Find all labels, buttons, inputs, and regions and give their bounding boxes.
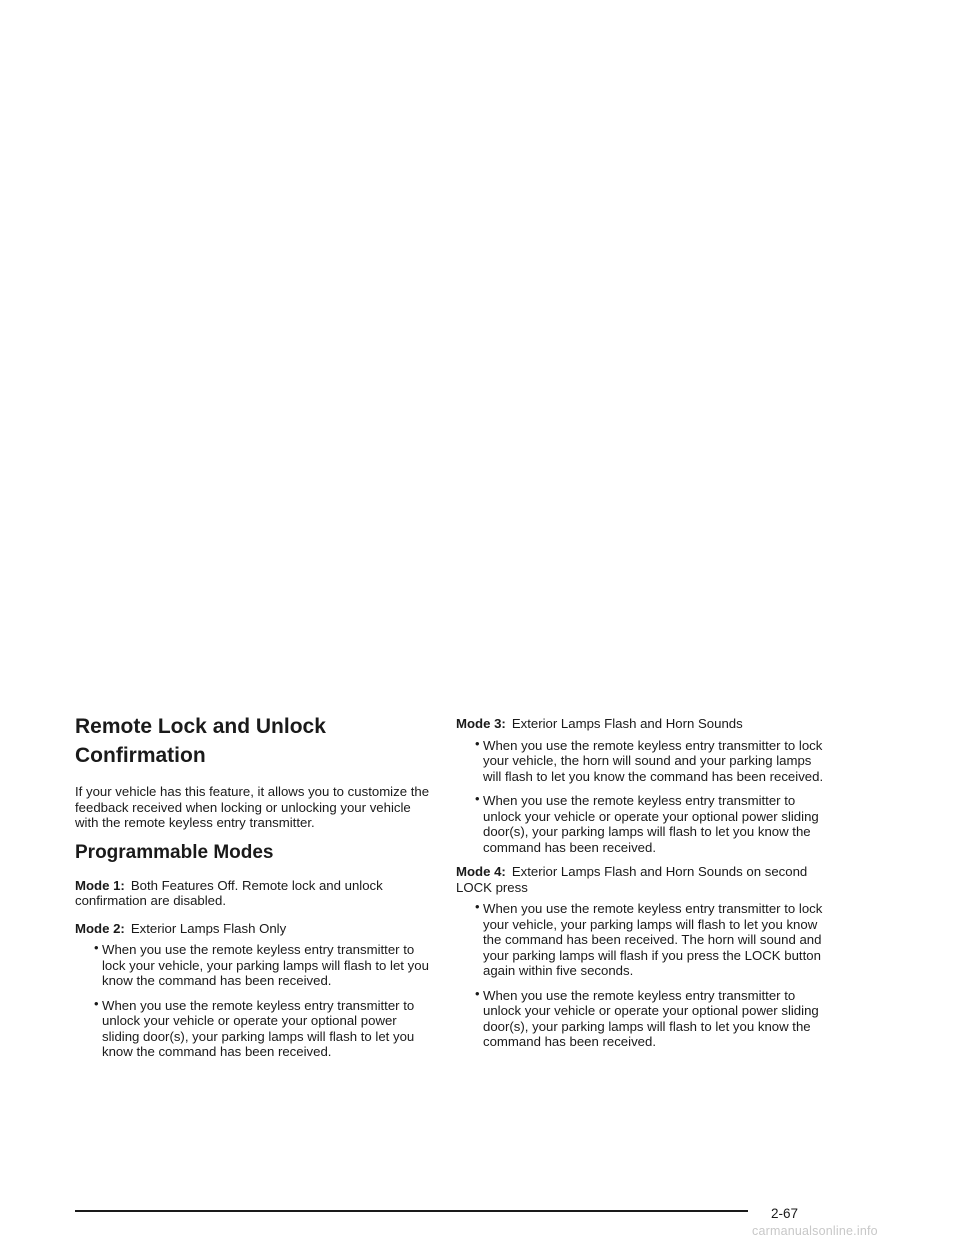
list-item (75, 995, 435, 1060)
mode-1-label: Mode 1: (75, 877, 125, 893)
list-item-text: When you use the remote keyless entry transmitter to unlock your vehicle or operate your optional power sliding door(s), your parking lamps will flash to let you know the command has been received. (483, 987, 819, 1049)
mode-4 (456, 864, 828, 895)
mode-2-bullet-list (75, 942, 435, 1060)
mode-3-text: Exterior Lamps Flash and Horn Sounds (511, 716, 743, 731)
list-item (456, 735, 828, 785)
mode-3-bullet-list (456, 735, 828, 856)
bullet-icon: • (94, 940, 99, 955)
watermark: carmanualsonline.info (752, 1224, 878, 1238)
bullet-icon: • (475, 791, 480, 806)
bullet-icon: • (475, 735, 480, 751)
footer-rule (75, 1210, 748, 1212)
right-column (456, 716, 828, 1059)
title-line-2: Confirmation (75, 744, 206, 767)
bullet-icon: • (475, 899, 480, 914)
mode-2-label: Mode 2: (75, 920, 125, 936)
left-column (75, 712, 435, 1069)
mode-2 (75, 921, 435, 937)
list-item (456, 901, 828, 979)
page-number: 2-67 (771, 1206, 799, 1221)
mode-4-label: Mode 4: (456, 864, 506, 879)
list-item (456, 793, 828, 855)
mode-3-label: Mode 3: (456, 716, 506, 731)
list-item-text: When you use the remote keyless entry transmitter to lock your vehicle, your parking lamps will flash to let you know the command has been received. The horn will sound and your parking lamps will flash if you press the LOCK button again within five seconds. (483, 901, 823, 978)
list-item (75, 942, 435, 989)
list-item-text: When you use the remote keyless entry transmitter to lock your vehicle, your parking lamps will flash to let you know the command has been received. (102, 942, 429, 988)
list-item (456, 985, 828, 1050)
bullet-icon: • (475, 985, 480, 1001)
mode-4-bullet-list (456, 901, 828, 1050)
mode-2-text: Exterior Lamps Flash Only (130, 920, 287, 936)
mode-1 (75, 878, 435, 909)
list-item-text: When you use the remote keyless entry transmitter to lock your vehicle, the horn will sound and your parking lamps will flash to let you know the command has been received. (483, 737, 824, 784)
title-line-1: Remote Lock and Unlock (75, 715, 326, 738)
intro-paragraph: If your vehicle has this feature, it allows you to customize the feedback received when locking or unlocking your vehicle with the remote keyless entry transmitter. (75, 784, 430, 830)
bullet-icon: • (94, 995, 99, 1011)
section-heading: Programmable Modes (75, 841, 274, 863)
mode-3 (456, 716, 828, 732)
list-item-text: When you use the remote keyless entry transmitter to unlock your vehicle or operate your optional power sliding door(s), your parking lamps will flash to let you know the command has been received. (102, 997, 415, 1059)
mode-1-text: Both Features Off. Remote lock and unlock confirmation are disabled. (75, 877, 383, 908)
list-item-text: When you use the remote keyless entry transmitter to unlock your vehicle or operate your optional power sliding door(s), your parking lamps will flash to let you know the command has been received. (483, 793, 819, 855)
mode-4-text: Exterior Lamps Flash and Horn Sounds on second LOCK press (456, 864, 808, 895)
page-title (75, 712, 435, 770)
